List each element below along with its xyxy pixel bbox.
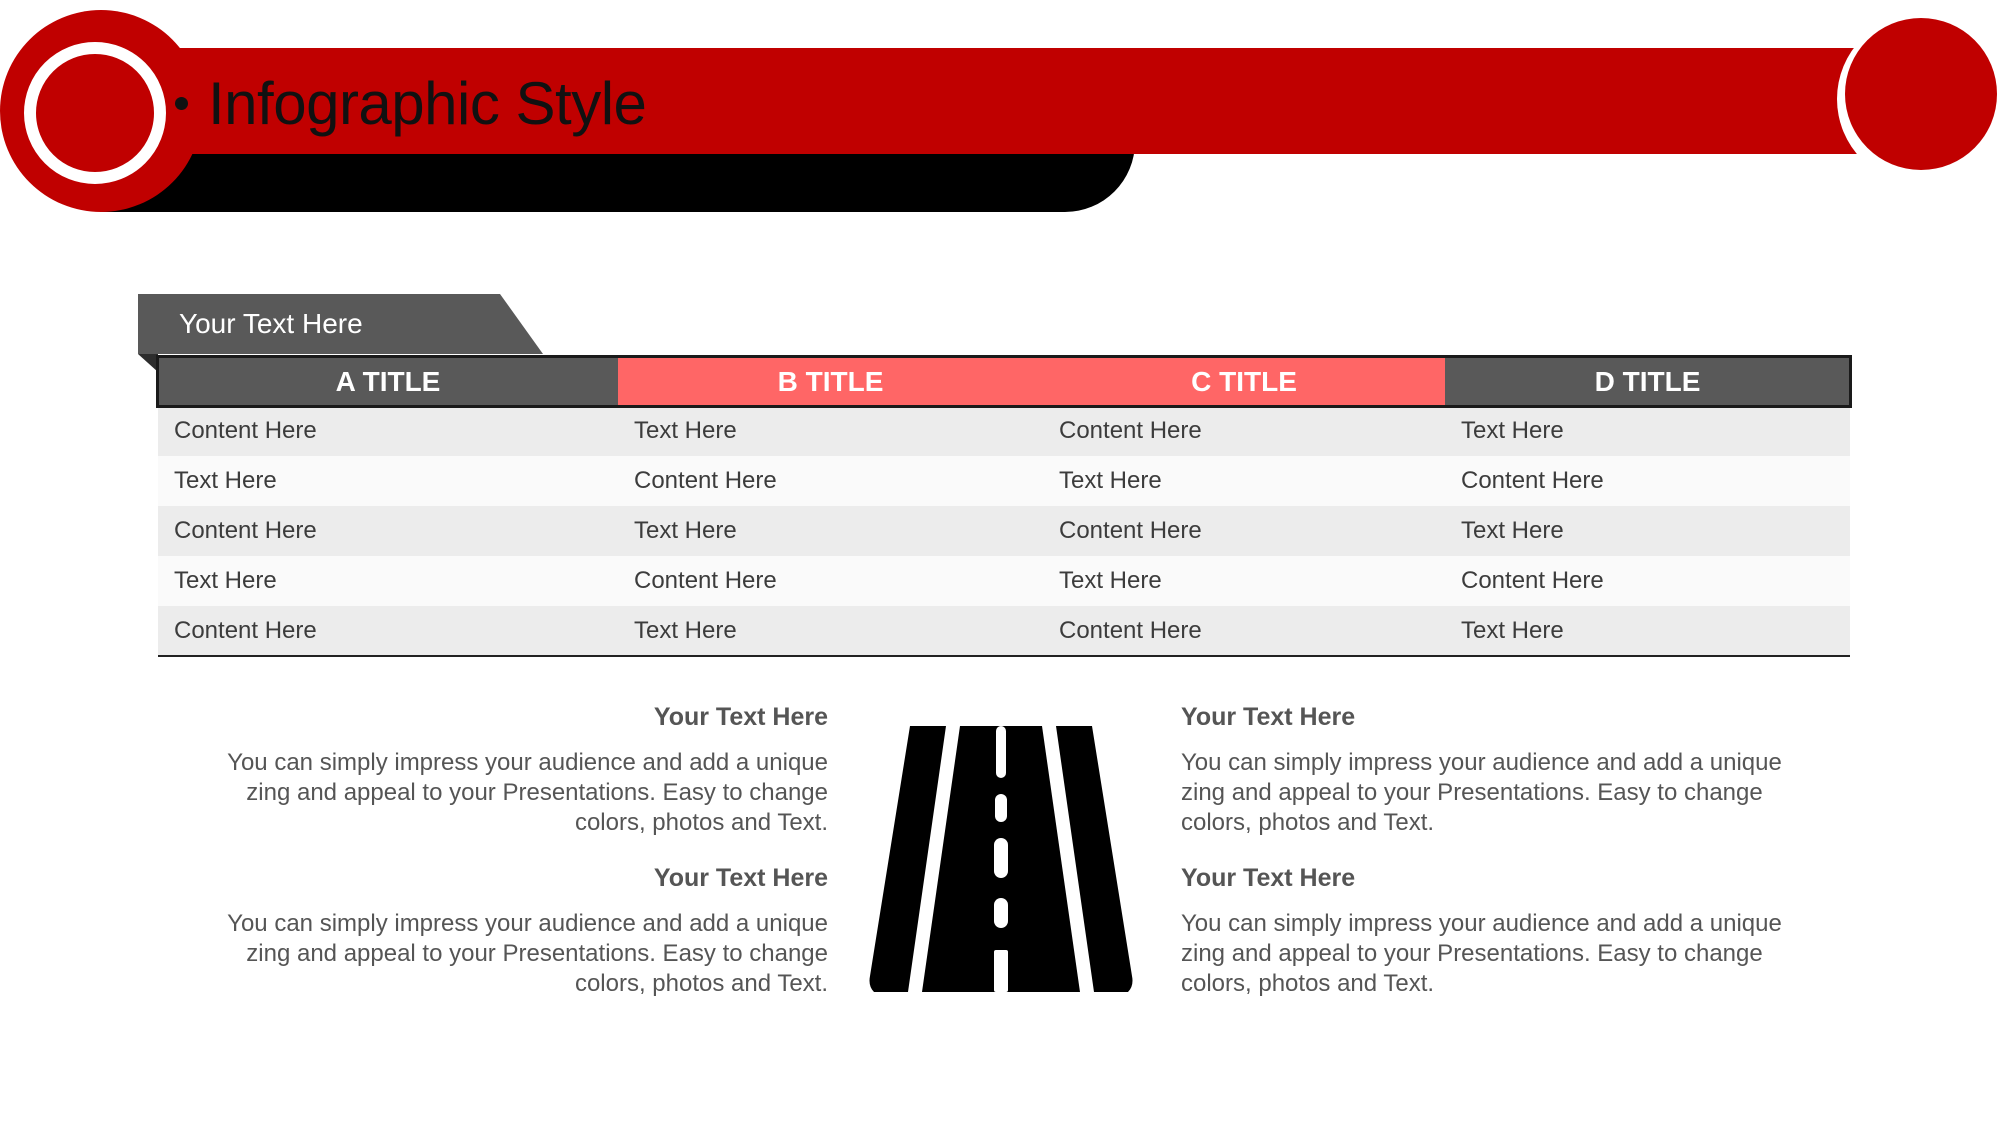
text-block-left-bottom — [188, 863, 828, 999]
table-header-row — [158, 357, 1850, 406]
text-block-title: Your Text Here — [653, 864, 828, 892]
column-header-c: C TITLE — [1043, 357, 1445, 406]
text-block-left-top — [188, 702, 828, 838]
table-row — [158, 556, 1850, 606]
text-block-body: You can simply impress your audience and add a unique zing and appeal to your Presentations. Easy to change colors, photos and Text. — [1181, 910, 1782, 997]
text-block-title: Your Text Here — [1181, 703, 1356, 731]
table-cell: Content Here — [634, 567, 777, 594]
text-block-body: You can simply impress your audience and add a unique zing and appeal to your Presentations. Easy to change colors, photos and Text. — [227, 749, 828, 836]
table-row — [158, 406, 1850, 456]
table-cell: Text Here — [174, 467, 277, 494]
table-cell: Content Here — [1461, 467, 1604, 494]
page-title-text: Infographic Style — [208, 69, 647, 137]
table-row — [158, 606, 1850, 656]
table-cell: Text Here — [174, 567, 277, 594]
table-cell: Text Here — [634, 417, 737, 444]
table-row — [158, 456, 1850, 506]
data-table — [158, 357, 1850, 657]
text-block-body: You can simply impress your audience and add a unique zing and appeal to your Presentations. Easy to change colors, photos and Text. — [227, 910, 828, 997]
text-block-title: Your Text Here — [653, 703, 828, 731]
table-cell: Content Here — [174, 517, 317, 544]
table-cell: Text Here — [1461, 517, 1564, 544]
text-block-right-top — [1181, 702, 1821, 838]
table-cell: Text Here — [1059, 567, 1162, 594]
column-header-b: B TITLE — [618, 357, 1043, 406]
table-cell: Text Here — [634, 517, 737, 544]
text-block-body: You can simply impress your audience and add a unique zing and appeal to your Presentations. Easy to change colors, photos and Text. — [1181, 749, 1782, 836]
table-cell: Text Here — [1059, 467, 1162, 494]
page-title — [175, 70, 646, 136]
table-cell: Content Here — [158, 606, 618, 656]
section-tab-fold — [138, 354, 158, 372]
table-cell: Text Here — [1461, 417, 1564, 444]
column-header-a: A TITLE — [158, 357, 618, 406]
text-block-right-bottom — [1181, 863, 1821, 999]
table-cell: Content Here — [1461, 567, 1604, 594]
table-cell: Content Here — [174, 417, 317, 444]
table-cell: Content Here — [1043, 606, 1445, 656]
text-block-title: Your Text Here — [1181, 864, 1356, 892]
table-cell: Content Here — [1059, 517, 1202, 544]
table-cell: Text Here — [1445, 606, 1850, 656]
column-header-d: D TITLE — [1445, 357, 1850, 406]
table-row — [158, 506, 1850, 556]
table-cell: Content Here — [1059, 417, 1202, 444]
header-right-circle — [1845, 18, 1997, 170]
header-left-ring — [24, 42, 166, 184]
title-bullet — [175, 97, 188, 110]
table-cell: Text Here — [618, 606, 1043, 656]
table-cell: Content Here — [634, 467, 777, 494]
section-tab-label: Your Text Here — [179, 308, 363, 339]
road-icon — [866, 724, 1136, 994]
